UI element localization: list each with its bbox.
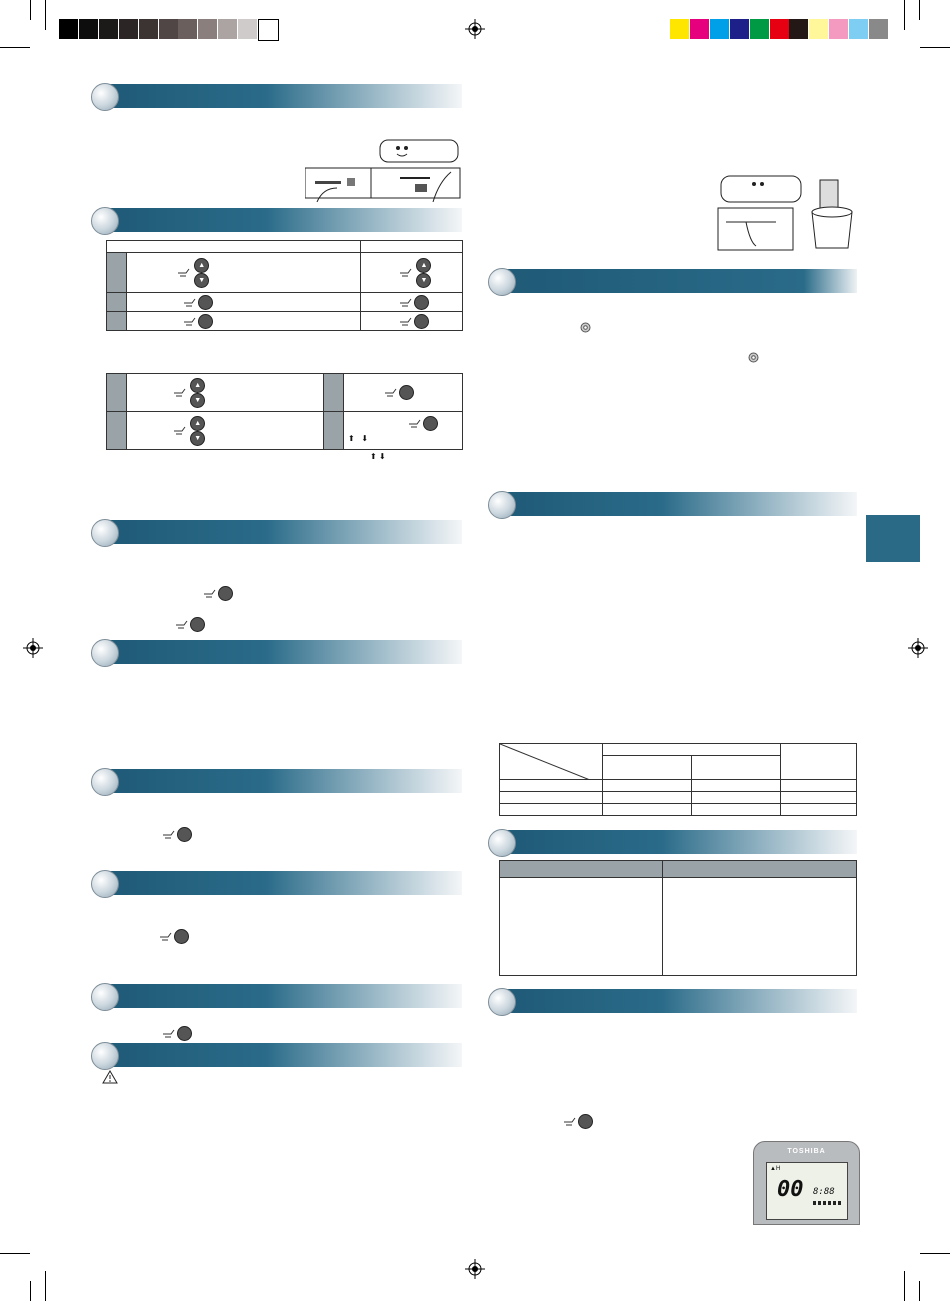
pointing-hand-icon	[175, 619, 190, 630]
section-header	[91, 208, 462, 232]
pointing-hand-icon	[408, 418, 423, 429]
round-button-icon	[414, 295, 429, 310]
color-swatch	[710, 19, 729, 39]
color-swatch	[849, 19, 868, 39]
section-header	[488, 989, 857, 1013]
chapter-tab	[866, 515, 920, 562]
lcd-clock: 8:88	[813, 1187, 835, 1197]
crop-mark	[920, 47, 950, 48]
color-swatch	[139, 19, 158, 39]
color-swatch	[869, 19, 888, 39]
pointing-hand-icon	[399, 267, 414, 278]
press-button-instruction	[159, 928, 189, 946]
registration-mark-icon	[908, 638, 928, 658]
press-button-instruction	[162, 826, 192, 844]
color-swatch	[789, 19, 808, 39]
color-swatch	[770, 19, 789, 39]
round-button-icon	[177, 1026, 192, 1041]
up-arrow-button-icon: ▲	[416, 258, 431, 273]
round-button-icon	[399, 385, 414, 400]
up-arrow-button-icon: ▲	[194, 258, 209, 273]
brand-logo: TOSHIBA	[787, 1148, 826, 1155]
color-swatch	[809, 19, 828, 39]
mode-indicator: ▲H	[770, 1166, 781, 1172]
pointing-hand-icon	[399, 297, 414, 308]
lcd-digits: 00	[777, 1177, 804, 1202]
color-swatch	[79, 19, 98, 39]
round-button-icon	[190, 617, 205, 632]
round-button-icon	[578, 1114, 593, 1129]
press-button-instruction	[203, 585, 233, 603]
gear-icon	[580, 322, 591, 333]
color-swatch	[159, 19, 178, 39]
color-swatch	[198, 19, 217, 39]
section-header	[91, 871, 462, 895]
down-arrow-button-icon: ▼	[190, 431, 205, 446]
color-swatch	[690, 19, 709, 39]
color-swatch	[99, 19, 118, 39]
color-swatch	[59, 19, 78, 39]
signal-level-icon	[813, 1201, 841, 1205]
pointing-hand-icon	[162, 829, 177, 840]
crop-mark	[919, 1281, 920, 1301]
troubleshooting-table	[499, 860, 857, 976]
registration-mark-icon	[465, 1259, 485, 1279]
crop-mark	[919, 0, 920, 20]
press-button-instruction	[162, 1025, 192, 1043]
operation-table	[106, 240, 463, 331]
press-button-instruction	[175, 616, 205, 634]
pointing-hand-icon	[563, 1116, 578, 1127]
pointing-hand-icon	[384, 387, 399, 398]
setting-table	[106, 373, 463, 450]
crop-mark	[30, 1281, 31, 1301]
pointing-hand-icon	[203, 588, 218, 599]
color-swatch	[178, 19, 197, 39]
round-button-icon	[198, 314, 213, 329]
round-button-icon	[414, 314, 429, 329]
crop-mark	[30, 0, 31, 20]
down-arrow-button-icon: ▼	[190, 393, 205, 408]
diagonal-header-line	[500, 744, 602, 780]
remote-controller	[753, 1141, 860, 1225]
section-header	[91, 1043, 462, 1067]
crop-mark	[0, 47, 30, 48]
section-header	[488, 269, 857, 293]
color-swatch	[119, 19, 138, 39]
color-swatch	[258, 19, 279, 41]
color-swatch	[238, 19, 257, 39]
crop-mark	[904, 0, 905, 30]
pointing-hand-icon	[173, 387, 188, 398]
pointing-hand-icon	[159, 931, 174, 942]
cleaning-illustration	[716, 172, 858, 252]
crop-mark	[45, 0, 46, 30]
section-header	[91, 520, 462, 544]
crop-mark	[920, 1253, 950, 1254]
gear-icon	[748, 352, 759, 363]
pointing-hand-icon	[183, 316, 198, 327]
filter-removal-illustration	[305, 132, 463, 202]
crop-mark	[904, 1271, 905, 1301]
registration-mark-icon	[23, 638, 43, 658]
arrow-glyphs: ⬆ ⬇	[348, 434, 369, 443]
down-arrow-button-icon: ▼	[416, 273, 431, 288]
section-header	[91, 84, 462, 108]
section-header	[488, 830, 857, 854]
round-button-icon	[198, 295, 213, 310]
section-header	[488, 492, 857, 516]
color-swatch	[670, 19, 689, 39]
pointing-hand-icon	[183, 297, 198, 308]
pointing-hand-icon	[399, 316, 414, 327]
crop-mark	[45, 1271, 46, 1301]
press-button-instruction	[563, 1113, 593, 1131]
round-button-icon	[174, 929, 189, 944]
pointing-hand-icon	[162, 1028, 177, 1039]
section-header	[91, 640, 462, 664]
round-button-icon	[423, 416, 438, 431]
up-arrow-button-icon: ▲	[190, 416, 205, 431]
color-swatch	[750, 19, 769, 39]
round-button-icon	[218, 586, 233, 601]
specification-table	[499, 743, 857, 816]
up-arrow-button-icon: ▲	[190, 378, 205, 393]
round-button-icon	[177, 827, 192, 842]
section-header	[91, 984, 462, 1008]
color-swatch	[730, 19, 749, 39]
crop-mark	[0, 1253, 30, 1254]
arrow-glyphs-note: ⬆ ⬇	[370, 452, 386, 461]
color-swatch	[218, 19, 237, 39]
registration-mark-icon	[465, 19, 485, 39]
warning-triangle-icon	[102, 1070, 118, 1084]
section-header	[91, 769, 462, 793]
pointing-hand-icon	[177, 267, 192, 278]
down-arrow-button-icon: ▼	[194, 273, 209, 288]
color-swatch	[829, 19, 848, 39]
remote-lcd	[766, 1162, 848, 1220]
pointing-hand-icon	[173, 425, 188, 436]
